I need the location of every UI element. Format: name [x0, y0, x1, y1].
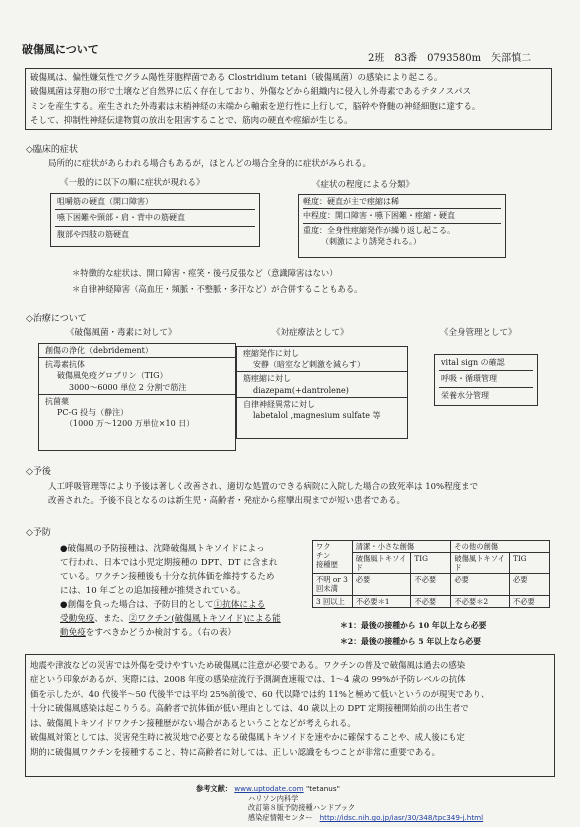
intro-line: 破傷風菌は芽胞の形で土壌など自然界に広く存在しており、外傷などから組織内に侵入し外毒素であるテタノスパス [30, 87, 471, 98]
clinical-note: ＊自律神経障害（高血圧・頻脈・不整脈・多汗など）が合併することもある。 [72, 284, 363, 294]
prevention-line: には、10 年ごとの追加接種が推奨されている。 [60, 585, 246, 596]
treatment-item: 自律神経異常に対し [243, 399, 315, 409]
closing-line: 地震や津波などの災害では外傷を受けやすいため破傷風に注意が必要である。ワクチンの普及で破傷風は過去の感染 [30, 660, 466, 670]
treatment-col2-box [236, 346, 408, 439]
intro-box [25, 68, 552, 130]
treatment-item: 呼吸・循環管理 [439, 371, 533, 387]
table-cell: 必要 [509, 574, 549, 595]
order-box [50, 193, 260, 247]
treatment-item: 創傷の浄化（debridement） [39, 344, 235, 358]
table-subheader: 破傷風トキソイド [352, 553, 411, 574]
clinical-lead: 局所的に症状があらわれる場合もあるが，ほとんどの場合全身的に症状がみられる。 [48, 159, 372, 169]
intro-line: ミンを産生する。産生された外毒素は末梢神経の末端から軸索を逆行性に上行して，脳幹や脊髄の神経細胞に達する。 [30, 101, 481, 112]
treatment-item: 破傷風免疫グロブリン（TIG） [57, 371, 168, 381]
severity-header: 《症状の程度による分類》 [312, 180, 415, 190]
reference-item: 感染症情報センター [248, 813, 320, 823]
table-cell: 不必要 [411, 574, 451, 595]
table-subheader: 破傷風トキソイド [451, 553, 510, 574]
prevention-line: ている。ワクチン接種後も十分な抗体価を維持するため [60, 571, 275, 582]
closing-line: 症という印象があるが、実際には、2008 年度の感染症流行予測調査速報では、1～4 歳の 99%が予防レベルの抗体 [30, 674, 466, 685]
severity-item: 重度：全身性痙縮発作が繰り返し起こる。 [303, 225, 455, 235]
table-cell: 不必要＊2 [451, 595, 510, 607]
section-heading-prevention: ◇予防 [26, 528, 51, 538]
severity-item: （刺激により誘発される。） [321, 237, 421, 247]
prevention-text [60, 543, 310, 640]
table-cell: 不必要＊1 [352, 595, 411, 607]
active-immunity-text: ②ワクチン(破傷風トキソイド)による能 [128, 613, 281, 624]
treatment-item: diazepam(+dantrolene) [253, 385, 349, 395]
prognosis-line: 人工呼吸管理等により予後は著しく改善され、適切な処置のできる病院に入院した場合の致死率は 10%程度まで [48, 482, 479, 492]
table-subheader: TIG [509, 553, 549, 574]
order-item: 嚥下困難や頸部・肩・背中の筋硬直 [55, 210, 255, 226]
table-corner: ワク チン 接種歴 [313, 541, 353, 574]
order-header: 《一般的に以下の順に症状が現れる》 [60, 178, 205, 188]
table-group-header: その他の創傷 [451, 541, 550, 553]
table-row [313, 595, 550, 607]
references [196, 784, 483, 823]
passive-immunity-text: 受動免疫 [60, 613, 95, 624]
table-cell: 不必要 [411, 595, 451, 607]
closing-line: 期的に破傷風ワクチンを接種すること、特に高齢者に対しては、正しい認識をもつことが非常に重要である。 [30, 746, 440, 757]
reference-item: 改訂第８版予防接種ハンドブック [248, 803, 356, 813]
order-item: 咀嚼筋の硬直（開口障害） [55, 194, 255, 210]
references-suffix: "tetanus" [303, 784, 340, 793]
treatment-item: labetalol ,magnesium sulfate 等 [253, 410, 381, 420]
table-subheader: TIG [411, 553, 451, 574]
treatment-col3-header: 《全身管理として》 [440, 328, 517, 338]
vaccine-table [312, 540, 550, 608]
idsc-link[interactable]: http://idsc.nih.go.jp/iasr/30/348/tpc349-j.html [319, 813, 484, 823]
references-label: 参考文献： [196, 784, 232, 793]
prevention-line: をすべきかどうか検討する。（右の表） [85, 627, 237, 638]
section-heading-prognosis: ◇予後 [26, 467, 51, 477]
treatment-item: （1000 万～1200 万単位×10 日） [65, 419, 195, 429]
prevention-line: ●破傷風の予防接種は、沈降破傷風トキソイドによっ [60, 544, 265, 554]
intro-line: 破傷風は、偏性嫌気性でグラム陽性芽胞桿菌である Clostridium tetani（破傷風菌）の感染により起こる。 [30, 73, 443, 83]
table-group-header: 清潔・小さな創傷 [352, 541, 451, 553]
treatment-col2-header: 《対症療法として》 [272, 328, 349, 338]
treatment-item: 筋痙縮に対し [243, 374, 291, 384]
table-cell: 必要 [352, 574, 411, 595]
author-info: 2班 83番 0793580m 矢部慎二 [368, 53, 532, 64]
section-heading-clinical: ◇臨床的症状 [26, 145, 78, 155]
uptodate-link[interactable]: www.uptodate.com [234, 784, 304, 793]
table-footnote: ＊1：最後の接種から 10 年以上なら必要 [340, 621, 487, 630]
table-row [313, 574, 550, 595]
closing-box [25, 654, 555, 777]
table-cell: 必要 [451, 574, 510, 595]
passive-immunity-text: ①抗体による [213, 599, 266, 610]
intro-line: そして、抑制性神経伝達物質の放出を阻害することで、筋肉の硬直や痙縮が生じる。 [30, 115, 353, 126]
treatment-col3-box [434, 354, 538, 406]
severity-box [298, 194, 506, 258]
table-footnote: ＊2：最後の接種から 5 年以上なら必要 [340, 637, 482, 646]
closing-line: 価を示したが、40 代後半～50 代後半では平均 25%前後で、60 代以降では約 11%と極めて低いというのが現実であり、 [30, 688, 490, 699]
treatment-item: vital sign の確認 [439, 355, 533, 371]
closing-line: 破傷風対策としては、災害発生時に被災地で必要となる破傷風トキソイドを速やかに確保することや、成人後にも定 [30, 732, 465, 743]
treatment-item: 抗菌薬 [45, 396, 69, 406]
prevention-line: ●創傷を負った場合は、予防目的として [60, 599, 214, 610]
clinical-note: ＊特徴的な症状は、開口障害・痙笑・後弓反張など（意識障害はない） [72, 268, 338, 278]
treatment-item: 3000～6000 単位 2 分割で筋注 [69, 382, 187, 392]
prevention-line: て行われ、日本では小児定期接種の DPT、DT に含まれ [60, 557, 278, 568]
table-row-label: 不明 or 3 回未満 [313, 574, 353, 595]
order-item: 腹部や四肢の筋硬直 [57, 229, 129, 239]
prognosis-line: 改善された。予後不良となるのは新生児・高齢者・発症から痙攣出現までが短い患者である。 [48, 496, 406, 507]
active-immunity-text: 動免疫 [60, 627, 86, 638]
reference-item: ハリソン内科学 [248, 793, 299, 803]
closing-line: 十分に破傷風感染は起こりうる。高齢者で抗体価が低い理由としては、40 歳以上の DPT 定期接種開始前の出生者で [30, 703, 469, 714]
severity-item: 中程度：開口障害・嚥下困難・痙縮・硬直 [303, 209, 501, 223]
treatment-item: 栄養水分管理 [441, 390, 489, 400]
treatment-item: PC-G 投与（静注） [57, 407, 129, 417]
page-title: 破傷風について [22, 43, 99, 56]
table-cell: 不必要 [509, 595, 549, 607]
prognosis-text [48, 480, 478, 509]
severity-item: 軽度：硬直が主で痙縮は稀 [303, 195, 501, 209]
treatment-item: 抗毒素抗体 [45, 360, 85, 370]
table-row-label: 3 回以上 [313, 595, 353, 607]
closing-line: は、破傷風トキソイドワクチン接種歴がない場合があるということなどが考えられる。 [30, 717, 356, 728]
section-heading-treatment: ◇治療について [26, 314, 87, 324]
treatment-col1-header: 《破傷風菌・毒素に対して》 [66, 328, 177, 338]
prevention-line: 、また、 [94, 613, 129, 624]
treatment-item: 安静（暗室など刺激を減らす） [253, 360, 365, 370]
treatment-col1-box [38, 343, 236, 451]
treatment-item: 痙縮発作に対し [243, 349, 299, 358]
